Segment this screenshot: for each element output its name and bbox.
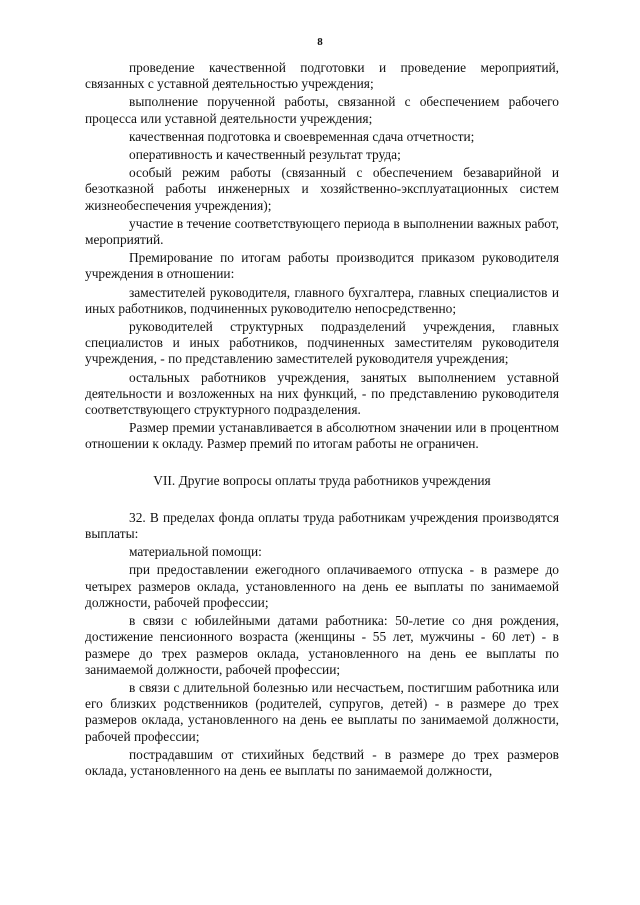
paragraph: участие в течение соответствующего периода в выполнении важных работ, мероприятий. (85, 215, 559, 248)
paragraph: Размер премии устанавливается в абсолютном значении или в процентном отношении к окладу. Размер премий по итогам работы не ограничен. (85, 420, 559, 452)
paragraph: особый режим работы (связанный с обеспечением безаварийной и безотказной работы инженерных и хозяйственно-эксплуатационных систем жизнеобеспечения учреждения); (85, 165, 559, 213)
paragraph: в связи с юбилейными датами работника: 50-летие со дня рождения, достижение пенсионного возраста (женщины - 55 лет, мужчины - 60 лет) - в размере до трех размеров оклада, установленного на день ее выплаты по занимаемой должности, рабочей профессии; (85, 613, 559, 677)
section-title: VII. Другие вопросы оплаты труда работников учреждения (153, 472, 491, 488)
paragraph: оперативность и качественный результат труда; (129, 147, 401, 163)
paragraph: пострадавшим от стихийных бедствий - в размере до трех размеров оклада, установленного на день ее выплаты по занимаемой должности, (85, 746, 559, 778)
paragraph: заместителей руководителя, главного бухгалтера, главных специалистов и иных работников, подчиненных руководителю непосредственно; (85, 284, 559, 316)
paragraph: материальной помощи: (129, 544, 262, 560)
paragraph: Премирование по итогам работы производится приказом руководителя учреждения в отношении: (85, 250, 559, 282)
paragraph: выполнение порученной работы, связанной с обеспечением рабочего процесса или уставной деятельности учреждения; (85, 94, 559, 126)
paragraph: качественная подготовка и своевременная сдача отчетности; (129, 128, 475, 144)
paragraph: 32. В пределах фонда оплаты труда работникам учреждения производятся выплаты: (85, 509, 559, 542)
document-body (85, 60, 559, 781)
paragraph: проведение качественной подготовки и проведение мероприятий, связанных с уставной деятельностью учреждения; (85, 60, 559, 92)
paragraph: при предоставлении ежегодного оплачиваемого отпуска - в размере до четырех размеров оклада, установленного на день ее выплаты по занимаемой должности, рабочей профессии; (85, 562, 559, 610)
paragraph: в связи с длительной болезнью или несчастьем, постигшим работника или его близких родственников (родителей, супругов, детей) - в размере до трех размеров оклада, установленного на день ее выплаты по занимаемой должности, рабочей профессии; (85, 679, 559, 744)
page-number: 8 (317, 36, 323, 48)
paragraph: руководителей структурных подразделений учреждения, главных специалистов и иных работников, подчиненных заместителям руководителя учреждения, - по представлению заместителей руководителя учреждения; (85, 319, 559, 367)
paragraph: остальных работников учреждения, занятых выполнением уставной деятельности и возложенных на них функций, - по представлению руководителя соответствующего структурного подразделения. (85, 369, 559, 418)
